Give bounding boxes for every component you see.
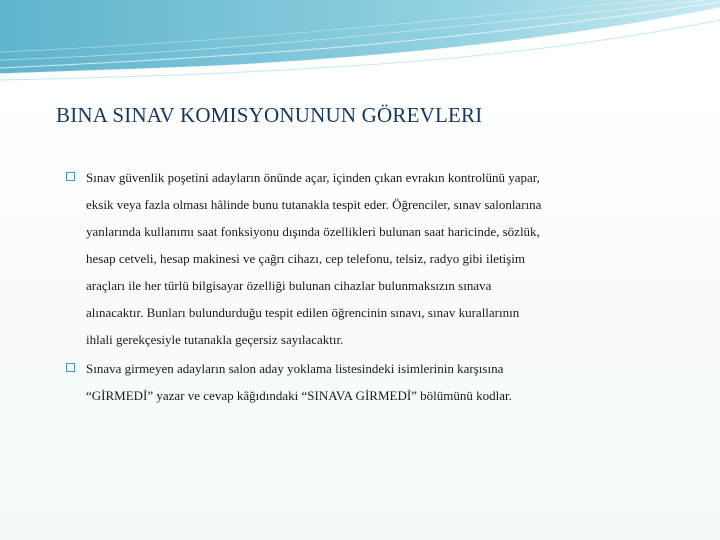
bullet-text-line: hesap cetveli, hesap makinesi ve çağrı cihazı, cep telefonu, telsiz, radyo gibi iletişim <box>86 251 525 266</box>
bullet-item <box>66 355 666 409</box>
bullet-text-line: yanlarında kullanımı saat fonksiyonu dışında özellikleri bulunan saat haricinde, sözlük, <box>86 224 540 239</box>
bullet-text-line: ihlali gerekçesiyle tutanakla geçersiz sayılacaktır. <box>86 332 344 347</box>
bullet-text-line: alınacaktır. Bunları bulundurduğu tespit edilen öğrencinin sınavı, sınav kurallarının <box>86 305 520 320</box>
bullet-text-line: Sınav güvenlik poşetini adayların önünde açar, içinden çıkan evrakın kontrolünü yapar, <box>86 170 540 185</box>
bullet-text-line: araçları ile her türlü bilgisayar özelliği bulunan cihazlar bulunmaksızın sınava <box>86 278 492 293</box>
bullet-list <box>66 164 666 411</box>
bullet-text-line: eksik veya fazla olması hâlinde bunu tutanakla tespit eder. Öğrenciler, sınav salonlarına <box>86 197 542 212</box>
bullet-text-line: “GİRMEDİ” yazar ve cevap kâğıdındaki “SINAVA GİRMEDİ” bölümünü kodlar. <box>86 388 512 403</box>
bullet-item <box>66 164 666 353</box>
bullet-text-line: Sınava girmeyen adayların salon aday yoklama listesindeki isimlerinin karşısına <box>86 361 504 376</box>
square-bullet-icon <box>66 363 75 372</box>
header-wave-decoration <box>0 0 720 90</box>
square-bullet-icon <box>66 172 75 181</box>
slide-title: BINA SINAV KOMISYONUNUN GÖREVLERI <box>56 103 483 127</box>
